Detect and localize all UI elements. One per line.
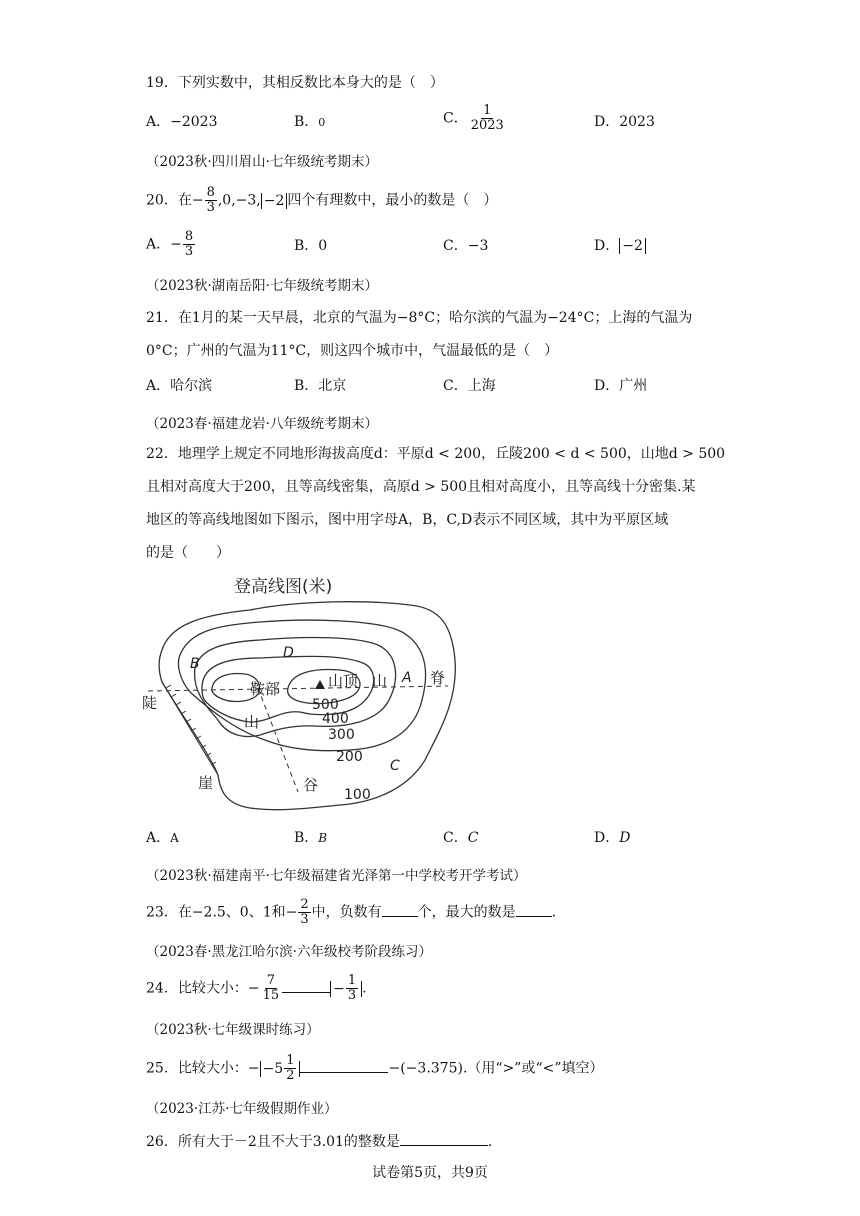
q25-blank[interactable] (300, 1058, 388, 1073)
q21-option-c: C．上海 (443, 378, 496, 394)
q19-option-c: C． $\frac{1}{2023}$ (443, 103, 504, 133)
q22-option-b: B．B (294, 830, 328, 846)
map-saddle: 鞍部 (250, 680, 281, 698)
q23-stem: 23．在−2.5、0、1和− $\frac{2}{3}$ 中，负数有 个，最大的数是 . (146, 897, 557, 927)
map-cliff-2: 崖 (198, 774, 214, 792)
map-contour-300: 300 (328, 727, 355, 743)
map-label-a: A (402, 670, 412, 686)
map-ridge-3: 脊 (430, 669, 446, 687)
q26-stem: 26．所有大于－2且不大于3.01的整数是 . (146, 1131, 492, 1152)
q24-blank[interactable] (282, 978, 330, 993)
cliff-hatching (166, 685, 216, 765)
q21-line2: 0°C；广州的气温为11°C，则这四个城市中，气温最低的是（ ） (146, 343, 559, 359)
q19-stem: 19．下列实数中，其相反数比本身大的是（ ） (146, 75, 444, 91)
q22-option-a: A．A (146, 830, 179, 846)
q20-option-a: A．− $\frac{8}{3}$ (146, 229, 194, 259)
map-contour-200: 200 (336, 749, 363, 765)
map-ridge-2: 山 (372, 672, 388, 690)
map-contour-400: 400 (322, 711, 349, 727)
map-ridge-1: 山顶 (328, 672, 359, 690)
q22-option-c: C．C (443, 830, 479, 846)
q20-option-b: B．0 (294, 238, 328, 254)
q22-line2: 且相对高度大于200，且等高线密集，高原d > 500且相对高度小，且等高线十分密集.某 (146, 479, 696, 495)
source-24: （2023春·黑龙江哈尔滨·六年级校考阶段练习） (146, 944, 432, 960)
q19-option-b: B．0 (294, 114, 326, 130)
source-20: （2023秋·四川眉山·七年级统考期末） (146, 154, 378, 170)
q21-line1: 21．在1月的某一天早晨，北京的气温为−8°C；哈尔滨的气温为−24°C；上海的气温为 (146, 310, 693, 326)
map-label-b: B (190, 656, 200, 672)
contour-200 (178, 620, 425, 751)
map-valley-2: 谷 (303, 776, 319, 794)
q20-stem: 20．在− $\frac{8}{3}$ ,0,−3, −2 四个有理数中，最小的数是（ ） (146, 185, 498, 215)
q24-stem: 24．比较大小：− $\frac{7}{15}$ − $\frac{1}{3}$ . (146, 973, 367, 1003)
q26-blank[interactable] (400, 1131, 488, 1146)
map-label-d: D (283, 645, 294, 661)
summit-triangle-icon (315, 680, 325, 689)
ridge-line (148, 686, 448, 691)
source-23: （2023秋·福建南平·七年级福建省光泽第一中学校考开学考试） (146, 868, 527, 884)
q19-option-a: A．−2023 (146, 114, 218, 130)
map-contour-500: 500 (312, 697, 339, 713)
source-26: （2023·江苏·七年级假期作业） (146, 1101, 338, 1117)
q20-option-d: D． −2 (594, 236, 646, 256)
map-label-c: C (390, 758, 400, 774)
source-25: （2023秋·七年级课时练习） (146, 1022, 320, 1038)
q22-line3: 地区的等高线地图如下图示，图中用字母A，B，C,D表示不同区域，其中为平原区域 (146, 512, 669, 528)
q23-blank-2[interactable] (516, 902, 552, 917)
q23-blank-1[interactable] (382, 902, 418, 917)
map-contour-100: 100 (344, 787, 371, 803)
source-21: （2023秋·湖南岳阳·七年级统考期末） (146, 278, 378, 294)
q21-option-d: D．广州 (594, 378, 648, 394)
q21-option-b: B．北京 (294, 378, 347, 394)
map-cliff-1: 陡 (142, 694, 158, 712)
source-22: （2023春·福建龙岩·八年级统考期末） (146, 416, 378, 432)
q21-option-a: A．哈尔滨 (146, 378, 213, 394)
q22-option-d: D．D (594, 830, 631, 846)
q22-line1: 22．地理学上规定不同地形海拔高度d：平原d < 200，丘陵200 < d < 500，山地d > 500 (146, 446, 726, 462)
q19-option-d: D．2023 (594, 114, 655, 130)
map-valley-1: 山 (244, 713, 260, 731)
map-title: 登高线图(米) (234, 577, 333, 597)
q22-line4: 的是（ ） (146, 545, 230, 561)
q20-option-c: C．−3 (443, 238, 489, 254)
page-footer: 试卷第5页，共9页 (372, 1165, 488, 1181)
q25-stem: 25．比较大小：− −5 $\frac{1}{2}$ −(−3.375).（用“>”或“<”填空） (146, 1053, 604, 1083)
contour-map (140, 570, 470, 820)
